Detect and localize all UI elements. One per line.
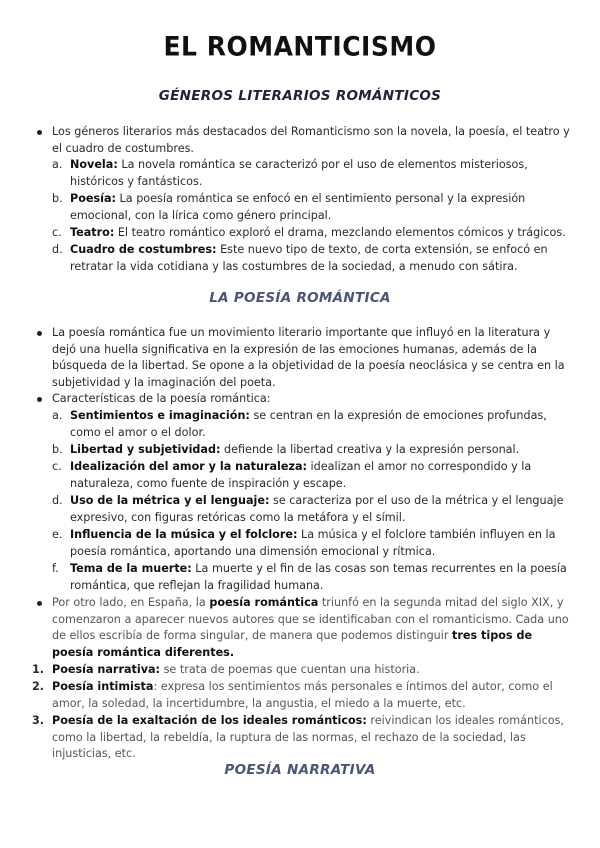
term: Novela: (70, 158, 118, 171)
term: Tema de la muerte: (70, 562, 192, 575)
bullet (37, 130, 42, 135)
term: Influencia de la música y el folclore: (70, 528, 298, 541)
espana-paragraph (52, 595, 574, 661)
desc: La música y el folclore también influyen en la poesía romántica, aportando una dimensión emocional y rítmica. (70, 528, 556, 558)
list-item-intimista (52, 679, 574, 712)
list-marker: c. (52, 226, 62, 239)
term: poesía romántica (209, 596, 319, 609)
bullet (37, 601, 42, 606)
term: Idealización del amor y la naturaleza: (70, 460, 307, 473)
desc: Este nuevo tipo de texto, de corta extensión, se enfocó en retratar la vida cotidiana y las costumbres de la sociedad, a menudo con sátira. (70, 243, 548, 273)
list-marker: c. (52, 460, 62, 473)
term: Poesía narrativa: (52, 663, 161, 676)
poesia-intro: La poesía romántica fue un movimiento literario importante que influyó en la literatura y dejó una huella significativa en la expresión de las emociones humanas, además de la búsqueda de la libertad. Se opone a la objetividad de la poesía neoclásica y se centra en la subjetividad y la imaginación del poeta. (52, 326, 565, 389)
term: Teatro: (70, 226, 115, 239)
desc: La novela romántica se caracterizó por el uso de elementos misteriosos, históricos y fantásticos. (70, 158, 528, 188)
term: Sentimientos e imaginación: (70, 409, 250, 422)
list-item-metrica (70, 493, 570, 526)
list-marker: 1. (32, 663, 45, 676)
list-marker: e. (52, 528, 63, 541)
list-item-teatro (70, 225, 570, 242)
heading-poesia-narrativa: POESÍA NARRATIVA (224, 762, 376, 778)
list-marker: a. (52, 409, 63, 422)
text: triunfó en la segunda mitad del siglo XIX, y comenzaron a aparecer nuevos autores que se identificaban con el romanticismo. Cada uno de ellos escribía de forma singular, de manera que podemos distinguir (52, 596, 569, 643)
bullet (37, 397, 42, 402)
heading-generos: GÉNEROS LITERARIOS ROMÁNTICOS (158, 88, 442, 104)
desc: : expresa los sentimientos más personales e íntimos del autor, como el amor, la soledad, la incertidumbre, la angustia, el miedo a la muerte, etc. (52, 680, 553, 710)
term: Poesía: (70, 192, 116, 205)
term: tres tipos de poesía romántica diferentes. (52, 629, 533, 659)
desc: El teatro romántico exploró el drama, mezclando elementos cómicos y trágicos. (114, 226, 566, 239)
list-marker: b. (52, 443, 63, 456)
list-item-idealizacion (70, 459, 570, 492)
desc: La poesía romántica se enfocó en el sentimiento personal y la expresión emocional, con la lírica como género principal. (70, 192, 526, 222)
term: Cuadro de costumbres: (70, 243, 217, 256)
list-marker: a. (52, 158, 63, 171)
list-item-cuadro (70, 242, 570, 275)
term: Poesía intimista (52, 680, 154, 693)
bullet (37, 331, 42, 336)
term: Poesía de la exaltación de los ideales románticos: (52, 714, 367, 727)
list-item-libertad (70, 442, 570, 459)
term: Libertad y subjetividad: (70, 443, 221, 456)
list-item-novela (70, 157, 570, 190)
list-item-muerte (70, 561, 570, 594)
list-marker: f. (52, 562, 59, 575)
list-marker: d. (52, 494, 63, 507)
heading-poesia-romantica: LA POESÍA ROMÁNTICA (209, 290, 391, 306)
text: Por otro lado, en España, la (52, 596, 210, 609)
list-marker: b. (52, 192, 63, 205)
desc: La muerte y el fin de las cosas son temas recurrentes en la poesía romántica, que reflejan la fragilidad humana. (70, 562, 567, 592)
generos-intro: Los géneros literarios más destacados del Romanticismo son la novela, la poesía, el teatro y el cuadro de costumbres. (52, 125, 570, 155)
desc: se centran en la expresión de emociones profundas, como el amor o el dolor. (70, 409, 547, 439)
page-title: EL ROMANTICISMO (163, 30, 437, 63)
list-item-sentimientos (70, 408, 570, 441)
desc: se trata de poemas que cuentan una historia. (160, 663, 420, 676)
desc: idealizan el amor no correspondido y la naturaleza, como fuente de inspiración y escape. (70, 460, 532, 490)
desc: defiende la libertad creativa y la expresión personal. (220, 443, 520, 456)
caracteristicas-label: Características de la poesía romántica: (52, 392, 271, 405)
desc: reivindican los ideales románticos, como la libertad, la rebeldía, la ruptura de las normas, el rechazo de la sociedad, las injusticias, etc. (52, 714, 564, 761)
list-marker: 3. (32, 714, 45, 727)
list-marker: 2. (32, 680, 45, 693)
list-item-exaltacion (52, 713, 574, 763)
list-item-narrativa (52, 662, 574, 679)
list-marker: d. (52, 243, 63, 256)
desc: se caracteriza por el uso de la métrica y el lenguaje expresivo, con figuras retóricas como la metáfora y el símil. (70, 494, 564, 524)
term: Uso de la métrica y el lenguaje: (70, 494, 270, 507)
list-item-musica (70, 527, 570, 560)
list-item-poesia (70, 191, 570, 224)
